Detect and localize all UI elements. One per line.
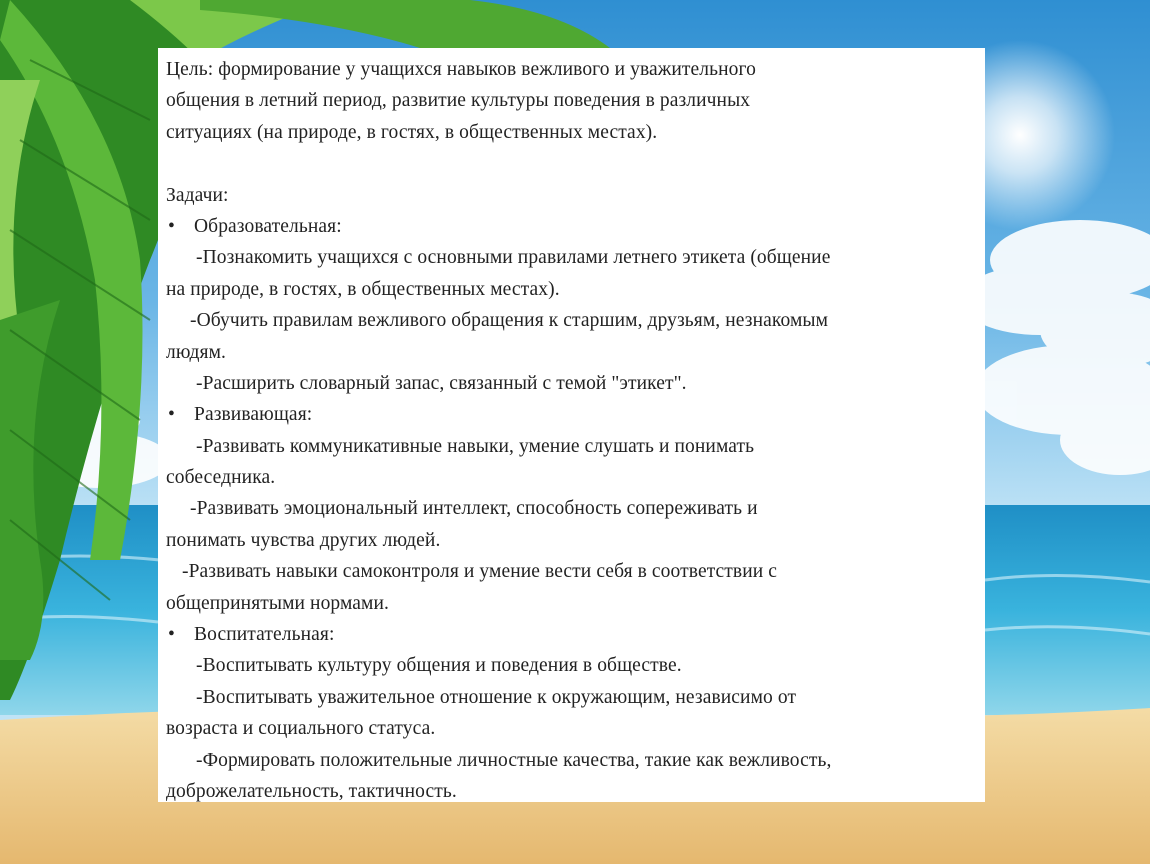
content-card (158, 48, 985, 802)
goal-line-2: общения в летний период, развитие культуры поведения в различных (166, 90, 751, 112)
tasks-heading: Задачи: (166, 184, 229, 206)
task-item: -Воспитывать культуру общения и поведения в обществе. (196, 655, 682, 677)
bullet-icon: • (168, 215, 175, 237)
section-educational (166, 211, 975, 242)
task-item: -Воспитывать уважительное отношение к окружающим, независимо от (196, 686, 797, 708)
task-item-cont: общепринятыми нормами. (166, 592, 389, 614)
goal-line-1: Цель: формирование у учащихся навыков вежливого и уважительного (166, 59, 756, 80)
task-item: -Познакомить учащихся с основными правилами летнего этикета (общение (196, 247, 831, 269)
task-item-cont: собеседника. (166, 467, 276, 489)
task-item-cont: людям. (166, 341, 227, 363)
goal-line-3: ситуациях (на природе, в гостях, в общественных местах). (166, 121, 658, 143)
section-upbringing (166, 619, 975, 650)
task-item-cont: доброжелательность, тактичность. (166, 780, 457, 802)
task-item: -Формировать положительные личностные качества, такие как вежливость, (196, 749, 832, 771)
task-item: -Развивать навыки самоконтроля и умение вести себя в соответствии с (182, 561, 778, 583)
bullet-icon: • (168, 404, 175, 426)
section-title: Образовательная: (194, 215, 342, 237)
task-item: -Развивать коммуникативные навыки, умение слушать и понимать (196, 435, 755, 457)
section-title: Воспитательная: (194, 624, 335, 646)
task-item: -Развивать эмоциональный интеллект, способность сопереживать и (190, 498, 758, 520)
task-item-cont: понимать чувства других людей. (166, 529, 441, 551)
task-item-cont: на природе, в гостях, в общественных местах). (166, 278, 560, 300)
section-developmental (166, 399, 975, 430)
section-title: Развивающая: (194, 404, 313, 426)
task-item: -Обучить правилам вежливого обращения к старшим, друзьям, незнакомым (190, 310, 829, 332)
task-item: -Расширить словарный запас, связанный с темой "этикет". (196, 372, 687, 394)
bullet-icon: • (168, 624, 175, 646)
task-item-cont: возраста и социального статуса. (166, 718, 436, 740)
